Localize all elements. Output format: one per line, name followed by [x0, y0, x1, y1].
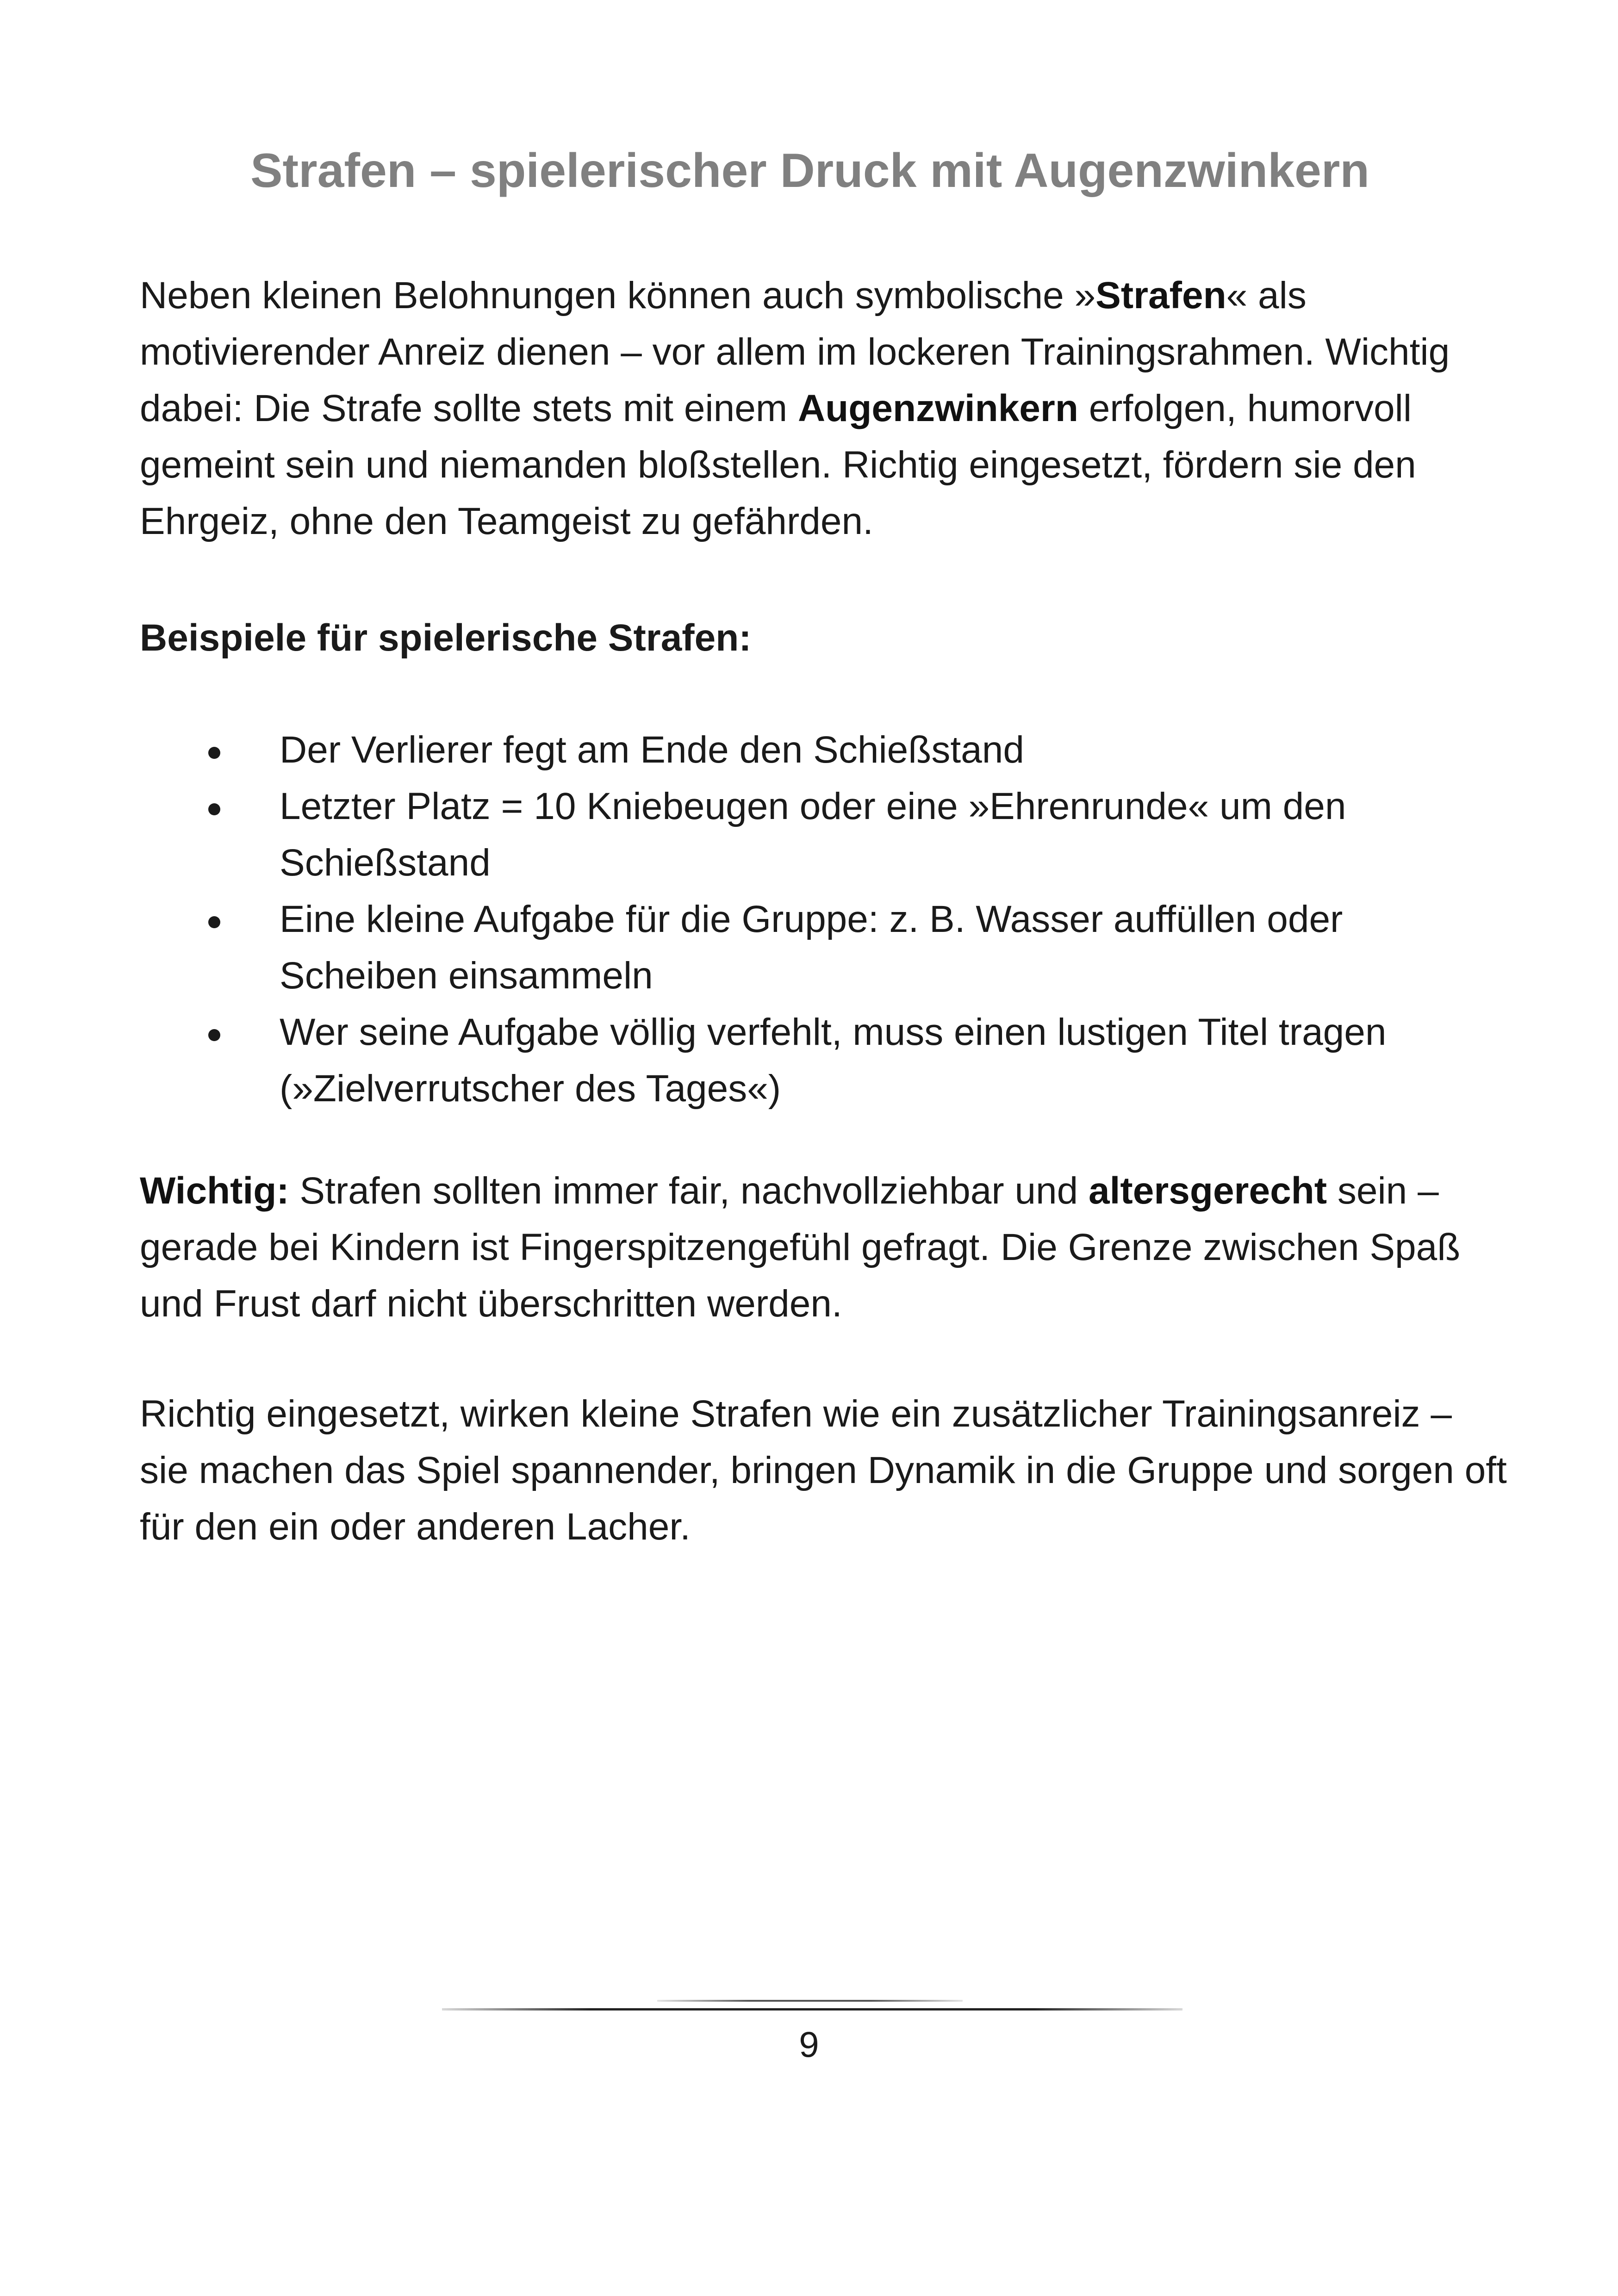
list-item-text: Der Verlierer fegt am Ende den Schießstand	[280, 729, 1024, 771]
important-label: Wichtig:	[140, 1170, 289, 1212]
important-paragraph	[140, 1163, 1510, 1332]
page-title: Strafen – spielerischer Druck mit Augenzwinkern	[250, 144, 1369, 198]
intro-text-3: erfolgen, humorvoll gemeint sein und niemanden bloßstellen. Richtig eingesetzt, fördern sie den Ehrgeiz, ohne den Teamgeist zu gefährden.	[140, 387, 1416, 542]
intro-text-2: « als motivierender Anreiz dienen – vor allem im lockeren Trainingsrahmen. Wichtig dabei: Die Strafe sollte stets mit einem	[140, 274, 1450, 429]
examples-heading: Beispiele für spielerische Strafen:	[140, 617, 752, 659]
important-text-2: sein – gerade bei Kindern ist Fingerspitzengefühl gefragt. Die Grenze zwischen Spaß und Frust darf nicht überschritten werden.	[140, 1170, 1461, 1325]
intro-bold-augenzwinkern: Augenzwinkern	[797, 387, 1078, 429]
bullet-icon	[208, 747, 220, 759]
examples-list	[140, 722, 1510, 1117]
important-bold-altersgerecht: altersgerecht	[1089, 1170, 1327, 1212]
important-text-1: Strafen sollten immer fair, nachvollziehbar und	[289, 1170, 1089, 1212]
list-item	[140, 891, 1510, 1004]
bullet-icon	[208, 1029, 220, 1041]
intro-paragraph	[140, 267, 1510, 550]
footer-ornament-line	[657, 2000, 963, 2002]
bullet-icon	[208, 916, 220, 928]
intro-bold-strafen: Strafen	[1095, 274, 1226, 316]
list-item	[140, 778, 1510, 891]
list-item	[140, 722, 1510, 778]
list-item-text: Letzter Platz = 10 Kniebeugen oder eine »Ehrenrunde« um den Schießstand	[280, 785, 1346, 884]
footer-divider	[442, 2008, 1182, 2011]
intro-text-1: Neben kleinen Belohnungen können auch symbolische »	[140, 274, 1096, 316]
list-item	[140, 1004, 1510, 1117]
closing-paragraph: Richtig eingesetzt, wirken kleine Strafen wie ein zusätzlicher Trainingsanreiz – sie machen das Spiel spannender, bringen Dynamik in die Gruppe und sorgen oft für den ein oder anderen Lacher.	[140, 1393, 1507, 1548]
bullet-icon	[208, 803, 220, 815]
list-item-text: Wer seine Aufgabe völlig verfehlt, muss einen lustigen Titel tragen (»Zielverrutscher des Tages«)	[280, 1011, 1387, 1110]
page-number: 9	[799, 2024, 819, 2065]
list-item-text: Eine kleine Aufgabe für die Gruppe: z. B. Wasser auffüllen oder Scheiben einsammeln	[280, 898, 1343, 997]
